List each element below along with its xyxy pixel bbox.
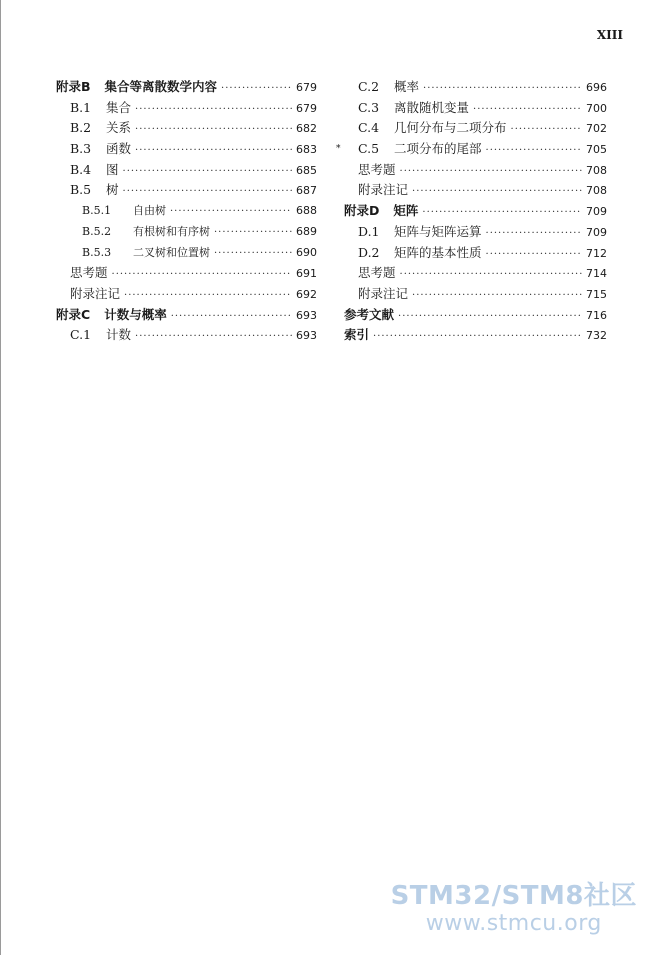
toc-section-entry <box>56 160 317 181</box>
toc-section-entry <box>344 284 607 305</box>
toc-entry-page: 682 <box>296 122 317 136</box>
toc-entry-title: 索引 <box>344 327 370 343</box>
toc-entry-title: 集合等离散数学内容 <box>104 79 218 94</box>
toc-entry-title: 二叉树和位置树 <box>133 245 210 259</box>
watermark-url: www.stmcu.org <box>425 911 602 936</box>
toc-section-entry <box>56 180 317 201</box>
toc-entry-page: 685 <box>296 163 317 177</box>
toc-entry-page: 714 <box>586 267 607 281</box>
toc-column-left <box>56 77 317 346</box>
dot-leader <box>135 100 292 121</box>
toc-entry-title: 有根树和有序树 <box>133 224 210 238</box>
toc-entry-number: B.5.1 <box>82 204 112 218</box>
dot-leader <box>486 141 582 162</box>
toc-section-entry <box>344 77 607 98</box>
toc-chapter-entry <box>56 77 317 98</box>
toc-entry-page: 688 <box>296 204 317 218</box>
toc-entry-title: 集合 <box>106 99 132 115</box>
toc-entry-page: 716 <box>586 308 607 322</box>
toc-entry-title: 树 <box>106 182 119 198</box>
toc-entry-number: B.5 <box>70 182 92 198</box>
dot-leader <box>511 120 582 141</box>
toc-entry-title: 关系 <box>106 120 132 136</box>
toc-entry-page: 702 <box>586 122 607 136</box>
dot-leader <box>473 100 582 121</box>
toc-entry-number: D.1 <box>358 223 380 239</box>
toc-section-entry <box>336 139 607 160</box>
dot-leader <box>486 245 582 266</box>
watermark <box>391 881 637 937</box>
toc-section-entry <box>56 98 317 119</box>
toc-section-entry <box>56 139 317 160</box>
toc-section-entry <box>344 160 607 181</box>
toc-section-entry <box>56 243 317 264</box>
toc-section-entry <box>344 243 607 264</box>
toc-entry-page: 691 <box>296 267 317 281</box>
toc-entry-title: 计数 <box>106 327 132 343</box>
toc-entry-page: 705 <box>586 143 607 157</box>
toc-entry-title: 附录注记 <box>358 285 409 301</box>
page-border <box>0 0 1 955</box>
toc-entry-page: 715 <box>586 287 607 301</box>
toc-section-entry <box>344 118 607 139</box>
toc-section-entry <box>344 180 607 201</box>
toc-entry-title: 附录注记 <box>358 182 409 198</box>
toc-section-entry <box>56 284 317 305</box>
toc-section-entry <box>344 263 607 284</box>
dot-leader <box>373 327 582 348</box>
dot-leader <box>123 162 292 183</box>
toc-entry-title: 矩阵与矩阵运算 <box>394 223 482 239</box>
toc-entry-title: 矩阵的基本性质 <box>394 244 482 260</box>
dot-leader <box>221 79 292 100</box>
toc-section-entry <box>56 222 317 243</box>
dot-leader <box>135 120 292 141</box>
dot-leader <box>400 265 582 286</box>
dot-leader <box>214 223 292 244</box>
toc-section-entry <box>344 98 607 119</box>
toc-entry-page: 712 <box>586 246 607 260</box>
toc-entry-title: 思考题 <box>70 265 108 281</box>
toc-entry-title: 图 <box>106 161 119 177</box>
dot-leader <box>412 286 582 307</box>
toc-entry-title: 思考题 <box>358 161 396 177</box>
toc-entry-page: 709 <box>586 205 607 219</box>
dot-leader <box>124 286 292 307</box>
dot-leader <box>486 224 582 245</box>
toc-entry-title: 计数与概率 <box>104 306 167 322</box>
dot-leader <box>135 327 292 348</box>
toc-section-entry <box>344 222 607 243</box>
toc-entry-number: B.2 <box>70 120 92 136</box>
toc-entry-number: B.5.2 <box>82 224 112 238</box>
optional-star-marker: * <box>336 144 341 155</box>
toc-chapter-entry <box>344 325 607 346</box>
toc-entry-page: 700 <box>586 101 607 115</box>
toc-entry-page: 679 <box>296 81 317 94</box>
toc-entry-page: 690 <box>296 245 317 259</box>
dot-leader <box>123 182 292 203</box>
toc-entry-number: C.3 <box>358 99 380 115</box>
dot-leader <box>171 307 292 328</box>
toc-chapter-entry <box>344 305 607 326</box>
toc-entry-page: 696 <box>586 81 607 94</box>
toc-entry-page: 692 <box>296 287 317 301</box>
toc-entry-title: 参考文献 <box>344 306 395 322</box>
dot-leader <box>398 307 582 328</box>
toc-section-entry <box>56 118 317 139</box>
toc-entry-number: B.1 <box>70 99 92 115</box>
toc-column-right <box>336 77 607 346</box>
toc-entry-number: 附录B <box>56 79 91 94</box>
dot-leader <box>412 182 582 203</box>
toc-entry-title: 矩阵 <box>393 203 419 219</box>
dot-leader <box>422 203 582 224</box>
toc-entry-title: 离散随机变量 <box>394 99 470 115</box>
toc-entry-page: 693 <box>296 329 317 343</box>
toc-entry-page: 708 <box>586 184 607 198</box>
toc-section-entry <box>56 263 317 284</box>
toc-entry-number: B.4 <box>70 161 92 177</box>
toc-entry-title: 思考题 <box>358 265 396 281</box>
toc-entry-number: D.2 <box>358 244 380 260</box>
toc-entry-number: C.2 <box>358 79 380 94</box>
toc-entry-number: B.3 <box>70 141 92 157</box>
toc-entry-page: 683 <box>296 143 317 157</box>
toc-entry-title: 附录注记 <box>70 285 121 301</box>
toc-entry-page: 709 <box>586 225 607 239</box>
toc-entry-title: 几何分布与二项分布 <box>394 120 507 136</box>
toc-entry-page: 679 <box>296 101 317 115</box>
toc-entry-title: 函数 <box>106 141 132 157</box>
toc-entry-page: 732 <box>586 329 607 343</box>
toc-entry-title: 自由树 <box>133 204 166 218</box>
dot-leader <box>135 141 292 162</box>
toc-entry-number: C.5 <box>358 141 380 157</box>
toc-entry-page: 708 <box>586 163 607 177</box>
page-number: XIII <box>596 28 623 42</box>
watermark-title: STM32/STM8社区 <box>390 881 637 911</box>
dot-leader <box>400 162 582 183</box>
toc-entry-page: 693 <box>296 308 317 322</box>
toc-entry-number: 附录C <box>56 306 91 322</box>
toc-chapter-entry <box>344 201 607 222</box>
toc-entry-number: B.5.3 <box>82 245 112 259</box>
toc-chapter-entry <box>56 305 317 326</box>
dot-leader <box>214 244 292 265</box>
toc-entry-page: 687 <box>296 184 317 198</box>
toc-entry-page: 689 <box>296 224 317 238</box>
toc-entry-title: 二项分布的尾部 <box>394 141 482 157</box>
toc-entry-title: 概率 <box>394 79 420 94</box>
dot-leader <box>170 202 292 223</box>
toc-entry-number: C.1 <box>70 327 92 343</box>
toc-section-entry <box>56 325 317 346</box>
dot-leader <box>423 79 582 100</box>
toc-entry-number: 附录D <box>344 203 380 219</box>
toc-entry-number: C.4 <box>358 120 380 136</box>
toc-section-entry <box>56 201 317 222</box>
dot-leader <box>112 265 292 286</box>
